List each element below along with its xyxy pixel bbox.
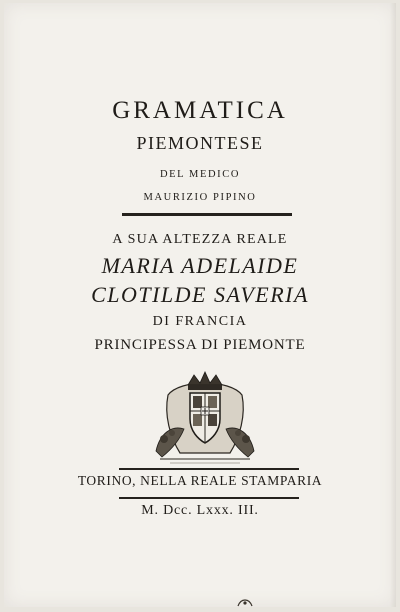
author-name: MAURIZIO PIPINO (143, 192, 257, 203)
imprint-place: TORINO, NELLA REALE STAMPARIA (77, 473, 323, 488)
imprint-year: M. Dcc. Lxxx. III. (141, 503, 259, 518)
book-title-line-1: GRAMATICA (112, 97, 288, 124)
dedication-line-2: MARIA ADELAIDE (101, 253, 299, 278)
dedication-line-1: A SUA ALTEZZA REALE (112, 232, 288, 247)
title-page (4, 3, 396, 607)
book-title-line-2: PIEMONTESE (136, 133, 264, 153)
coat-of-arms-icon (150, 367, 260, 467)
printer-mark-icon (236, 596, 254, 608)
imprint-rule-bottom (119, 497, 299, 499)
title-divider (122, 213, 292, 216)
dedication-line-5: PRINCIPESSA DI PIEMONTE (94, 337, 306, 353)
author-prefix: DEL MEDICO (159, 169, 241, 180)
imprint-rule-top (119, 468, 299, 470)
dedication-line-4: DI FRANCIA (152, 314, 248, 329)
dedication-line-3: CLOTILDE SAVERIA (91, 282, 309, 307)
